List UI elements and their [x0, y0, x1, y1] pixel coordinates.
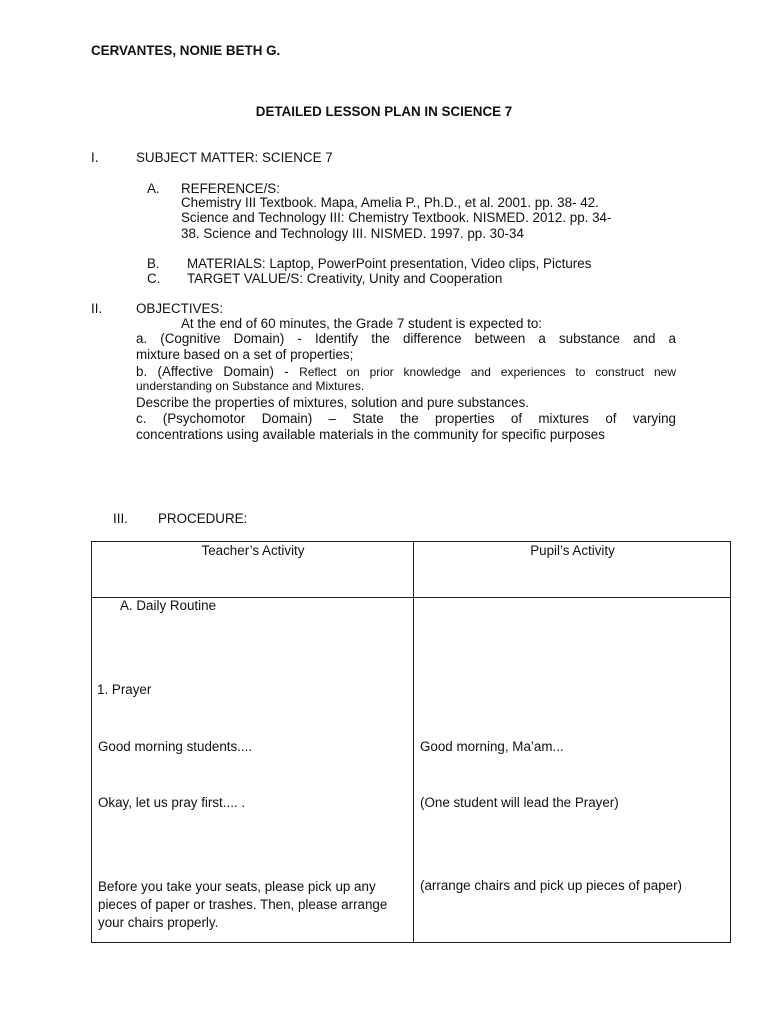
pupil-seats-response: (arrange chairs and pick up pieces of paper) — [420, 878, 683, 893]
procedure-table — [91, 541, 731, 943]
affective-objective-line-1 — [136, 364, 676, 380]
page-title: DETAILED LESSON PLAN IN SCIENCE 7 — [255, 104, 513, 119]
reference-heading: REFERENCE/S: — [181, 181, 280, 196]
psychomotor-objective-line-1: c. (Psychomotor Domain) – State the properties of mixtures of varying — [136, 411, 676, 426]
author-name: CERVANTES, NONIE BETH G. — [91, 43, 281, 58]
teacher-activity-cell — [92, 598, 414, 943]
pupil-greeting: Good morning, Ma’am... — [420, 739, 564, 754]
pupil-header-cell — [414, 542, 731, 598]
objectives-intro: At the end of 60 minutes, the Grade 7 student is expected to: — [181, 316, 543, 331]
subject-matter-heading: SUBJECT MATTER: SCIENCE 7 — [136, 150, 333, 165]
affective-rest: Reflect on prior knowledge and experiences to construct new — [299, 365, 676, 379]
pupil-activity-cell — [414, 598, 731, 943]
target-value-line: TARGET VALUE/S: Creativity, Unity and Cooperation — [187, 271, 503, 286]
table-header-row — [92, 542, 731, 598]
teacher-pray-instruction: Okay, let us pray first.... . — [98, 795, 246, 810]
cognitive-objective-line-1: a. (Cognitive Domain) - Identify the difference between a substance and a — [136, 331, 676, 346]
teacher-header-cell — [92, 542, 414, 598]
target-value-letter: C. — [147, 271, 161, 286]
section-numeral-1: I. — [91, 150, 99, 165]
affective-prefix: b. (Affective Domain) - — [136, 364, 300, 379]
cognitive-objective-line-2: mixture based on a set of properties; — [136, 347, 354, 362]
affective-objective-line-2: understanding on Substance and Mixtures. — [136, 379, 365, 393]
materials-line: MATERIALS: Laptop, PowerPoint presentation, Video clips, Pictures — [187, 256, 592, 271]
reference-line-2: Science and Technology III: Chemistry Textbook. NISMED. 2012. pp. 34- — [181, 210, 612, 225]
reference-line-3: 38. Science and Technology III. NISMED. 1997. pp. 30-34 — [181, 226, 524, 241]
reference-line-1: Chemistry III Textbook. Mapa, Amelia P., Ph.D., et al. 2001. pp. 38- 42. — [181, 195, 599, 210]
daily-routine-label: A. Daily Routine — [120, 598, 217, 613]
prayer-label: 1. Prayer — [97, 682, 152, 697]
teacher-activity-header: Teacher’s Activity — [201, 543, 305, 558]
materials-letter: B. — [147, 256, 160, 271]
section-numeral-3: III. — [113, 511, 128, 526]
teacher-greeting: Good morning students.... — [98, 739, 253, 754]
section-numeral-2: II. — [91, 301, 103, 316]
teacher-seats-instruction: Before you take your seats, please pick up any pieces of paper or trashes. Then, please arrange your chairs properly. — [98, 879, 388, 930]
pupil-activity-header: Pupil’s Activity — [530, 543, 615, 558]
pupil-pray-response: (One student will lead the Prayer) — [420, 795, 619, 810]
reference-letter: A. — [147, 181, 160, 196]
objectives-heading: OBJECTIVES: — [136, 301, 224, 316]
describe-objective: Describe the properties of mixtures, solution and pure substances. — [136, 395, 529, 410]
psychomotor-objective-line-2: concentrations using available materials in the community for specific purposes — [136, 427, 605, 442]
procedure-heading: PROCEDURE: — [158, 511, 248, 526]
table-row — [92, 598, 731, 943]
